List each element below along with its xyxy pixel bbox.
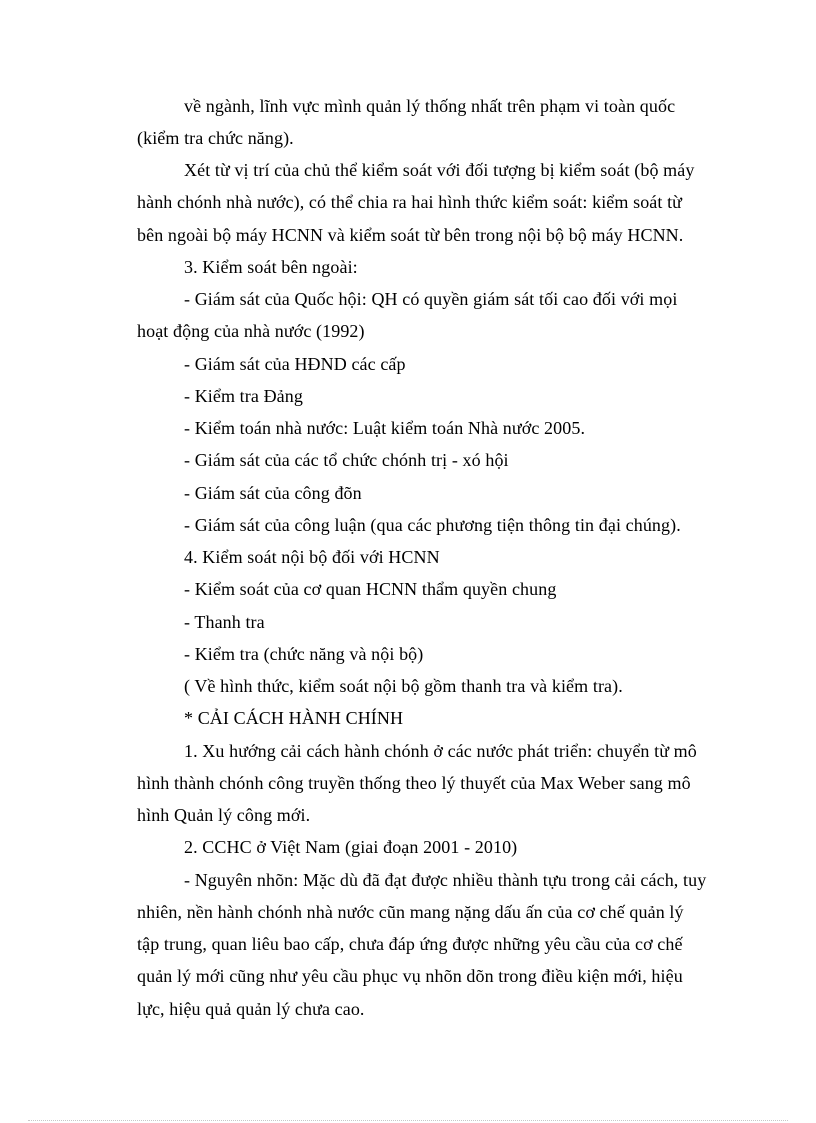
section-heading: 2. CCHC ở Việt Nam (giai đoạn 2001 - 2010)	[184, 837, 518, 857]
text-line: tập trung, quan liêu bao cấp, chưa đáp ứng được những yêu cầu của cơ chế	[137, 934, 683, 954]
list-item: - Kiểm toán nhà nước: Luật kiểm toán Nhà nước 2005.	[184, 418, 586, 438]
page-bottom-divider	[28, 1120, 788, 1121]
list-item: - Thanh tra	[184, 612, 265, 632]
text-line: (kiểm tra chức năng).	[137, 128, 294, 148]
list-item: - Kiểm soát của cơ quan HCNN thẩm quyền chung	[184, 579, 557, 599]
list-item: - Giám sát của công đõn	[184, 483, 362, 503]
text-line: Xét từ vị trí của chủ thể kiểm soát với đối tượng bị kiểm soát (bộ máy	[184, 160, 695, 180]
text-line: lực, hiệu quả quản lý chưa cao.	[137, 999, 365, 1019]
section-heading: 4. Kiểm soát nội bộ đối với HCNN	[184, 547, 440, 567]
text-line: - Giám sát của Quốc hội: QH có quyền giám sát tối cao đối với mọi	[184, 289, 678, 309]
text-line: ( Về hình thức, kiểm soát nội bộ gồm thanh tra và kiểm tra).	[184, 676, 623, 696]
text-line: hình thành chónh công truyền thống theo lý thuyết của Max Weber sang mô	[137, 773, 691, 793]
list-item: - Giám sát của HĐND các cấp	[184, 354, 406, 374]
text-line: - Nguyên nhõn: Mặc dù đã đạt được nhiều thành tựu trong cải cách, tuy	[184, 870, 707, 890]
text-line: hoạt động của nhà nước (1992)	[137, 321, 365, 341]
text-line: về ngành, lĩnh vực mình quản lý thống nhất trên phạm vi toàn quốc	[184, 96, 676, 116]
text-line: quản lý mới cũng như yêu cầu phục vụ nhõn dõn trong điều kiện mới, hiệu	[137, 966, 683, 986]
text-line: hình Quản lý công mới.	[137, 805, 311, 825]
text-line: 1. Xu hướng cải cách hành chónh ở các nước phát triển: chuyển từ mô	[184, 741, 697, 761]
section-heading: * CẢI CÁCH HÀNH CHÍNH	[184, 708, 404, 728]
section-heading: 3. Kiểm soát bên ngoài:	[184, 257, 358, 277]
list-item: - Giám sát của các tổ chức chónh trị - xó hội	[184, 450, 509, 470]
text-line: hành chónh nhà nước), có thể chia ra hai hình thức kiểm soát: kiểm soát từ	[137, 192, 683, 212]
list-item: - Kiểm tra (chức năng và nội bộ)	[184, 644, 424, 664]
list-item: - Giám sát của công luận (qua các phương tiện thông tin đại chúng).	[184, 515, 681, 535]
text-line: bên ngoài bộ máy HCNN và kiểm soát từ bên trong nội bộ bộ máy HCNN.	[137, 225, 684, 245]
list-item: - Kiểm tra Đảng	[184, 386, 303, 406]
text-line: nhiên, nền hành chónh nhà nước cũn mang nặng dấu ấn của cơ chế quản lý	[137, 902, 684, 922]
